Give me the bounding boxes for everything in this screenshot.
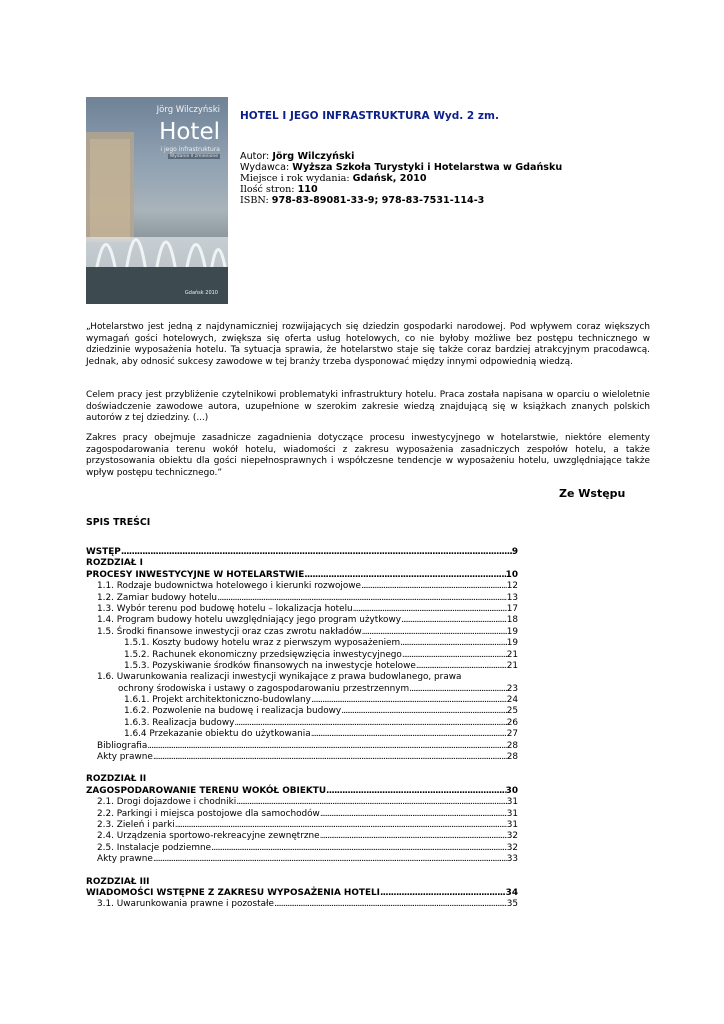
cover-title: Hotel bbox=[159, 119, 220, 145]
toc-entry: ochrony środowiska i ustawy o zagospodarowaniu przestrzennym . . . 23 bbox=[86, 684, 518, 695]
toc-entry: 1.6.2. Pozwolenie na budowę i realizacja budowy . . . 25 bbox=[86, 706, 518, 717]
table-of-contents bbox=[86, 547, 518, 911]
meta-isbn: ISBN: 978-83-89081-33-9; 978-83-7531-114-3 bbox=[240, 195, 485, 206]
meta-publisher: Wydawca: Wyższa Szkoła Turystyki i Hotelarstwa w Gdańsku bbox=[240, 162, 563, 173]
meta-pages: Ilość stron: 110 bbox=[240, 184, 318, 195]
toc-entry-wstep: WSTĘP . . . 9 bbox=[86, 547, 518, 558]
toc-chapter-1-label: ROZDZIAŁ I bbox=[86, 558, 143, 569]
toc-entry: 2.2. Parkingi i miejsca postojowe dla samochodów . . . 31 bbox=[86, 809, 518, 820]
toc-entry: 2.4. Urządzenia sportowo-rekreacyjne zewnętrzne . . . 32 bbox=[86, 831, 518, 842]
toc-chapter-1-title: PROCESY INWESTYCYJNE W HOTELARSTWIE . . . 10 bbox=[86, 570, 518, 581]
toc-entry: Akty prawne . . . 28 bbox=[86, 752, 518, 763]
toc-entry: 1.6.4 Przekazanie obiektu do użytkowania . . . 27 bbox=[86, 729, 518, 740]
intro-signature: Ze Wstępu bbox=[559, 487, 626, 500]
toc-entry: Akty prawne . . . 33 bbox=[86, 854, 518, 865]
toc-entry: 3.1. Uwarunkowania prawne i pozostałe . . . 35 bbox=[86, 899, 518, 910]
toc-entry: 1.2. Zamiar budowy hotelu . . . 13 bbox=[86, 593, 518, 604]
toc-entry: 1.1. Rodzaje budownictwa hotelowego i kierunki rozwojowe . . . 12 bbox=[86, 581, 518, 592]
toc-entry: 1.4. Program budowy hotelu uwzględniający jego program użytkowy . . . 18 bbox=[86, 615, 518, 626]
toc-chapter-2-title: ZAGOSPODAROWANIE TERENU WOKÓŁ OBIEKTU . . . 30 bbox=[86, 786, 518, 797]
cover-place-year: Gdańsk 2010 bbox=[184, 290, 218, 296]
toc-entry: 1.3. Wybór terenu pod budowę hotelu – lokalizacja hotelu . . . 17 bbox=[86, 604, 518, 615]
toc-entry: 2.5. Instalacje podziemne . . . 32 bbox=[86, 843, 518, 854]
toc-entry: 1.5.2. Rachunek ekonomiczny przedsięwzięcia inwestycyjnego . . . 21 bbox=[86, 650, 518, 661]
intro-paragraph-3: Zakres pracy obejmuje zasadnicze zagadnienia dotyczące procesu inwestycyjnego w hotelarstwie, niektóre elementy zagospodarowania terenu wokół hotelu, wiadomości z zakresu wyposażenia zasadniczych zespołów hotelu, a także przystosowania obiektu dla gości niepełnosprawnych i współczesne tendencje w wyposażeniu hotelu, uwzględniające także wpływ postępu technicznego.” bbox=[86, 433, 650, 478]
intro-paragraph-2: Celem pracy jest przybliżenie czytelnikowi problematyki infrastruktury hotelu. Praca została napisana w oparciu o wieloletnie doświadczenie zawodowe autora, uzupełnione w szerokim zakresie wiedzą znajdującą się w książkach znanych polskich autorów z tej dziedziny. (...) bbox=[86, 390, 650, 423]
toc-chapter-2-label: ROZDZIAŁ II bbox=[86, 774, 147, 785]
toc-chapter-3-title: WIADOMOŚCI WSTĘPNE Z ZAKRESU WYPOSAŻENIA HOTELI . . . 34 bbox=[86, 888, 518, 899]
toc-entry: 2.3. Zieleń i parki . . . 31 bbox=[86, 820, 518, 831]
toc-chapter-3-label: ROZDZIAŁ III bbox=[86, 876, 150, 887]
cover-subtitle: i jego infrastruktura bbox=[160, 146, 220, 153]
cover-author: Jörg Wilczyński bbox=[156, 105, 220, 115]
book-title: HOTEL I JEGO INFRASTRUKTURA Wyd. 2 zm. bbox=[240, 110, 499, 122]
toc-entry: 1.5.1. Koszty budowy hotelu wraz z pierwszym wyposażeniem . . . 19 bbox=[86, 638, 518, 649]
meta-place: Miejsce i rok wydania: Gdańsk, 2010 bbox=[240, 173, 427, 184]
toc-entry: 1.5.3. Pozyskiwanie środków finansowych na inwestycje hotelowe . . . 21 bbox=[86, 661, 518, 672]
toc-entry: 2.1. Drogi dojazdowe i chodniki . . . 31 bbox=[86, 797, 518, 808]
book-cover-image bbox=[86, 97, 228, 304]
meta-author: Autor: Jörg Wilczyński bbox=[240, 151, 355, 162]
intro-paragraph-1: „Hotelarstwo jest jedną z najdynamiczniej rozwijających się dziedzin gospodarki narodowej. Pod wpływem coraz większych wymagań gości hotelowych, zwiększa się oferta usług hotelowych, co nie byłoby możliwe bez postępu technicznego w dziedzinie wyposażenia hotelu. Ta sytuacja sprawia, że hotelarstwo staje się także coraz bardziej atrakcyjnym pracodawcą. Jednak, aby odnosić sukcesy zawodowe w tej branży trzeba dysponować między innymi odpowiednią wiedzą. bbox=[86, 322, 650, 367]
cover-edition: Wydanie II zmienione bbox=[169, 154, 218, 159]
toc-entry: 1.5. Środki finansowe inwestycji oraz czas zwrotu nakładów . . . 19 bbox=[86, 627, 518, 638]
toc-entry: 1.6.1. Projekt architektoniczno-budowlany . . . 24 bbox=[86, 695, 518, 706]
toc-entry: 1.6. Uwarunkowania realizacji inwestycji wynikające z prawa budowlanego, prawa bbox=[97, 672, 462, 683]
toc-heading: SPIS TREŚCI bbox=[86, 517, 151, 528]
toc-entry: 1.6.3. Realizacja budowy . . . 26 bbox=[86, 718, 518, 729]
toc-entry: Bibliografia . . . 28 bbox=[86, 741, 518, 752]
